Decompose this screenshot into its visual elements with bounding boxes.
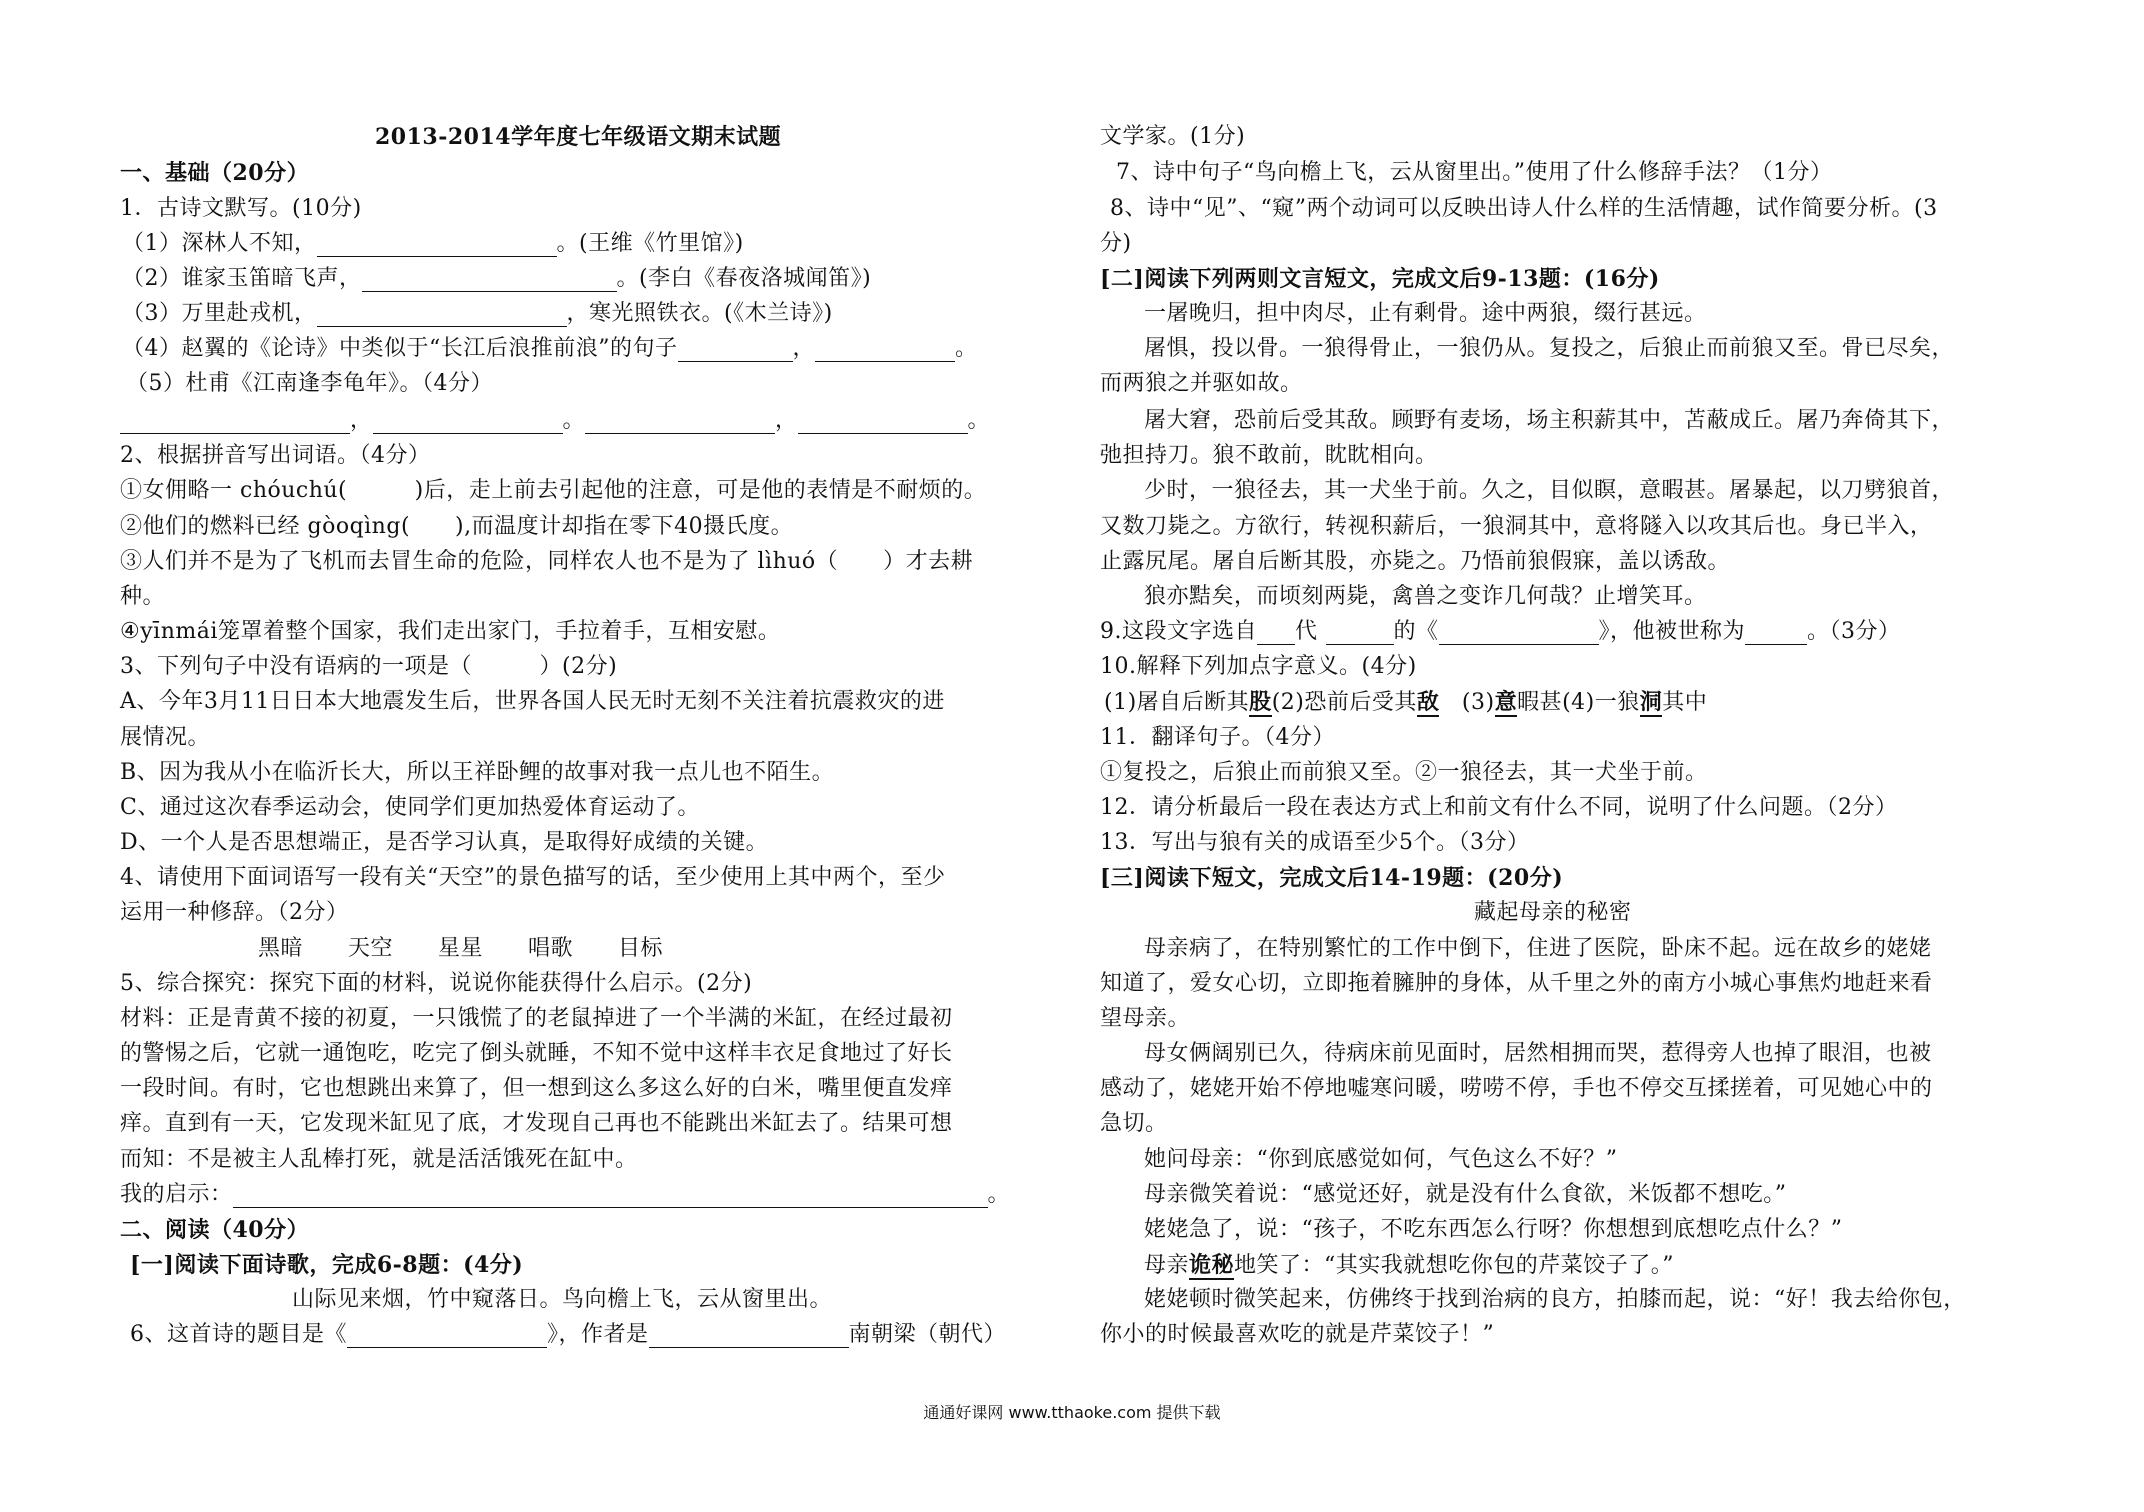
material-line-3: 一段时间。有时，它也想跳出来算了，但一想到这么多这么好的白米，嘴里便直发痒 [120, 1076, 953, 1101]
question-4: 4、请使用下面词语写一段有关“天空”的景色描写的话，至少使用上其中两个，至少 [120, 865, 946, 890]
question-1-5-blanks: ， 。 ， 。 [120, 408, 990, 434]
question-1-1: （1）深林人不知， 。(王维《竹里馆》) [122, 231, 744, 256]
subsection-1: [一]阅读下面诗歌，完成6-8题：(4分) [130, 1252, 524, 1278]
question-1: 1．古诗文默写。(10分) [120, 196, 362, 221]
story-p2: 母女俩阔别已久，待病床前见面时，居然相拥而哭，惹得旁人也掉了眼泪，也被 [1144, 1041, 1932, 1066]
option-a: A、今年3月11日日本大地震发生后，世界各国人民无时无刻不关注着抗震救灾的进 [120, 689, 945, 714]
page-title: 2013-2014学年度七年级语文期末试题 [375, 124, 782, 150]
story-p6: 母亲诡秘地笑了：“其实我就想吃你包的芹菜饺子了。” [1144, 1252, 1675, 1278]
question-5: 5、综合探究：探究下面的材料，说说你能获得什么启示。(2分) [120, 971, 753, 996]
question-3: 3、下列句子中没有语病的一项是（ ）(2分) [120, 654, 618, 679]
question-2-3: ③人们并不是为了飞机而去冒生命的危险，同样农人也不是为了 lìhuó（ ）才去耕 [120, 549, 974, 574]
question-1-2: （2）谁家玉笛暗飞声， 。(李白《春夜洛城闻笛》) [122, 266, 872, 291]
question-4-words: 黑暗 天空 星星 唱歌 目标 [258, 936, 664, 961]
question-2-3-cont: 种。 [120, 584, 166, 609]
answer-line: 我的启示： 。 [120, 1182, 1011, 1207]
story-p2-cont2: 急切。 [1100, 1111, 1168, 1136]
question-8: 8、诗中“见”、“窥”两个动词可以反映出诗人什么样的生活情趣，试作简要分析。(3 [1110, 196, 1938, 221]
option-d: D、一个人是否思想端正，是否学习认真，是取得好成绩的关键。 [120, 830, 769, 855]
subsection-2: [二]阅读下列两则文言短文，完成文后9-13题：(16分) [1100, 266, 1660, 292]
question-11-items: ①复投之，后狼止而前狼又至。②一狼径去，其一犬坐于前。 [1100, 760, 1708, 785]
option-a-cont: 展情况。 [120, 725, 211, 750]
question-4-cont: 运用一种修辞。（2分） [120, 900, 349, 925]
story-p1: 母亲病了，在特别繁忙的工作中倒下，住进了医院，卧床不起。远在故乡的姥姥 [1144, 936, 1932, 961]
story-p2-cont: 感动了，姥姥开始不停地嘘寒问暖，唠唠不停，手也不停交互揉搓着，可见她心中的 [1100, 1076, 1933, 1101]
classical-p2: 屠惧，投以骨。一狼得骨止，一狼仍从。复投之，后狼止而前狼又至。骨已尽矣， [1144, 336, 1955, 361]
question-2: 2、根据拼音写出词语。（4分） [120, 443, 431, 468]
option-b: B、因为我从小在临沂长大，所以王祥卧鲤的故事对我一点儿也不陌生。 [120, 760, 835, 785]
classical-p4-cont2: 止露尻尾。屠自后断其股，亦毙之。乃悟前狼假寐，盖以诱敌。 [1100, 549, 1731, 574]
classical-p1: 一屠晚归，担中肉尽，止有剩骨。途中两狼，缀行甚远。 [1144, 301, 1707, 326]
question-7: 7、诗中句子“鸟向檐上飞，云从窗里出。”使用了什么修辞手法？（1分） [1116, 160, 1833, 185]
question-6: 6、这首诗的题目是《 》，作者是 南朝梁（朝代） [130, 1322, 1007, 1347]
subsection-3: [三]阅读下短文，完成文后14-19题：(20分) [1100, 865, 1564, 891]
question-1-5: （5）杜甫《江南逢李龟年》。（4分） [126, 371, 493, 396]
question-2-4: ④yīnmái笼罩着整个国家，我们走出家门，手拉着手，互相安慰。 [120, 619, 781, 644]
material-line-5: 而知：不是被主人乱棒打死，就是活活饿死在缸中。 [120, 1147, 638, 1172]
classical-p3: 屠大窘，恐前后受其敌。顾野有麦场，场主积薪其中，苫蔽成丘。屠乃奔倚其下， [1144, 408, 1955, 433]
question-10-items: (1)屠自后断其股(2)恐前后受其敌 (3)意暇甚(4)一狼洞其中 [1104, 689, 1708, 715]
question-1-4: （4）赵翼的《论诗》中类似于“长江后浪推前浪”的句子 ， 。 [122, 336, 978, 361]
material-line-1: 材料：正是青黄不接的初夏，一只饿慌了的老鼠掉进了一个半满的米缸，在经过最初 [120, 1006, 953, 1031]
question-12: 12．请分析最后一段在表达方式上和前文有什么不同，说明了什么问题。（2分） [1100, 795, 1898, 820]
question-9: 9.这段文字选自 代 的《 》，他被世称为 。（3分） [1100, 619, 1901, 644]
question-2-1: ①女佣略一 chóuchú( )后，走上前去引起他的注意，可是他的表情是不耐烦的。 [120, 478, 987, 503]
classical-p3-cont: 弛担持刀。狼不敢前，眈眈相向。 [1100, 443, 1438, 468]
page-footer: 通通好课网 www.tthaoke.com 提供下载 [923, 1403, 1221, 1422]
story-p3: 她问母亲：“你到底感觉如何，气色这么不好？” [1144, 1147, 1618, 1172]
story-p7-cont: 你小的时候最喜欢吃的就是芹菜饺子！” [1100, 1322, 1495, 1347]
story-p4: 母亲微笑着说：“感觉还好，就是没有什么食欲，米饭都不想吃。” [1144, 1182, 1787, 1207]
option-c: C、通过这次春季运动会，使同学们更加热爱体育运动了。 [120, 795, 700, 820]
material-line-4: 痒。直到有一天，它发现米缸见了底，才发现自己再也不能跳出米缸去了。结果可想 [120, 1111, 953, 1136]
question-6-cont: 文学家。(1分) [1100, 124, 1246, 149]
classical-p4: 少时，一狼径去，其一犬坐于前。久之，目似瞑，意暇甚。屠暴起，以刀劈狼首， [1144, 478, 1955, 503]
question-13: 13．写出与狼有关的成语至少5个。（3分） [1100, 830, 1530, 855]
story-p1-cont2: 望母亲。 [1100, 1006, 1191, 1031]
story-p1-cont: 知道了，爱女心切，立即拖着臃肿的身体，从千里之外的南方小城心事焦灼地赶来看 [1100, 971, 1933, 996]
question-10: 10.解释下列加点字意义。(4分) [1100, 654, 1417, 679]
story-p7: 姥姥顿时微笑起来，仿佛终于找到治病的良方，拍膝而起，说：“好！我去给你包， [1144, 1287, 1966, 1312]
classical-p5: 狼亦黠矣，而顷刻两毙，禽兽之变诈几何哉？止增笑耳。 [1144, 584, 1707, 609]
question-2-2: ②他们的燃料已经 gòoqìng( ),而温度计却指在零下40摄氏度。 [120, 514, 794, 539]
question-8-cont: 分) [1100, 231, 1132, 256]
story-p5: 姥姥急了，说：“孩子，不吃东西怎么行呀？你想想到底想吃点什么？” [1144, 1217, 1843, 1242]
section-heading-reading: 二、阅读（40分） [120, 1217, 310, 1243]
story-title: 藏起母亲的秘密 [1474, 900, 1632, 925]
material-line-2: 的警惕之后，它就一通饱吃，吃完了倒头就睡，不知不觉中这样丰衣足食地过了好长 [120, 1041, 953, 1066]
poem-text: 山际见来烟，竹中窥落日。鸟向檐上飞，云从窗里出。 [292, 1287, 833, 1312]
question-1-3: （3）万里赴戎机， ，寒光照铁衣。(《木兰诗》) [122, 301, 833, 326]
question-11: 11．翻译句子。（4分） [1100, 725, 1335, 750]
classical-p2-cont: 而两狼之并驱如故。 [1100, 371, 1303, 396]
classical-p4-cont: 又数刀毙之。方欲行，转视积薪后，一狼洞其中，意将隧入以攻其后也。身已半入， [1100, 514, 1933, 539]
section-heading: 一、基础（20分） [120, 160, 310, 186]
